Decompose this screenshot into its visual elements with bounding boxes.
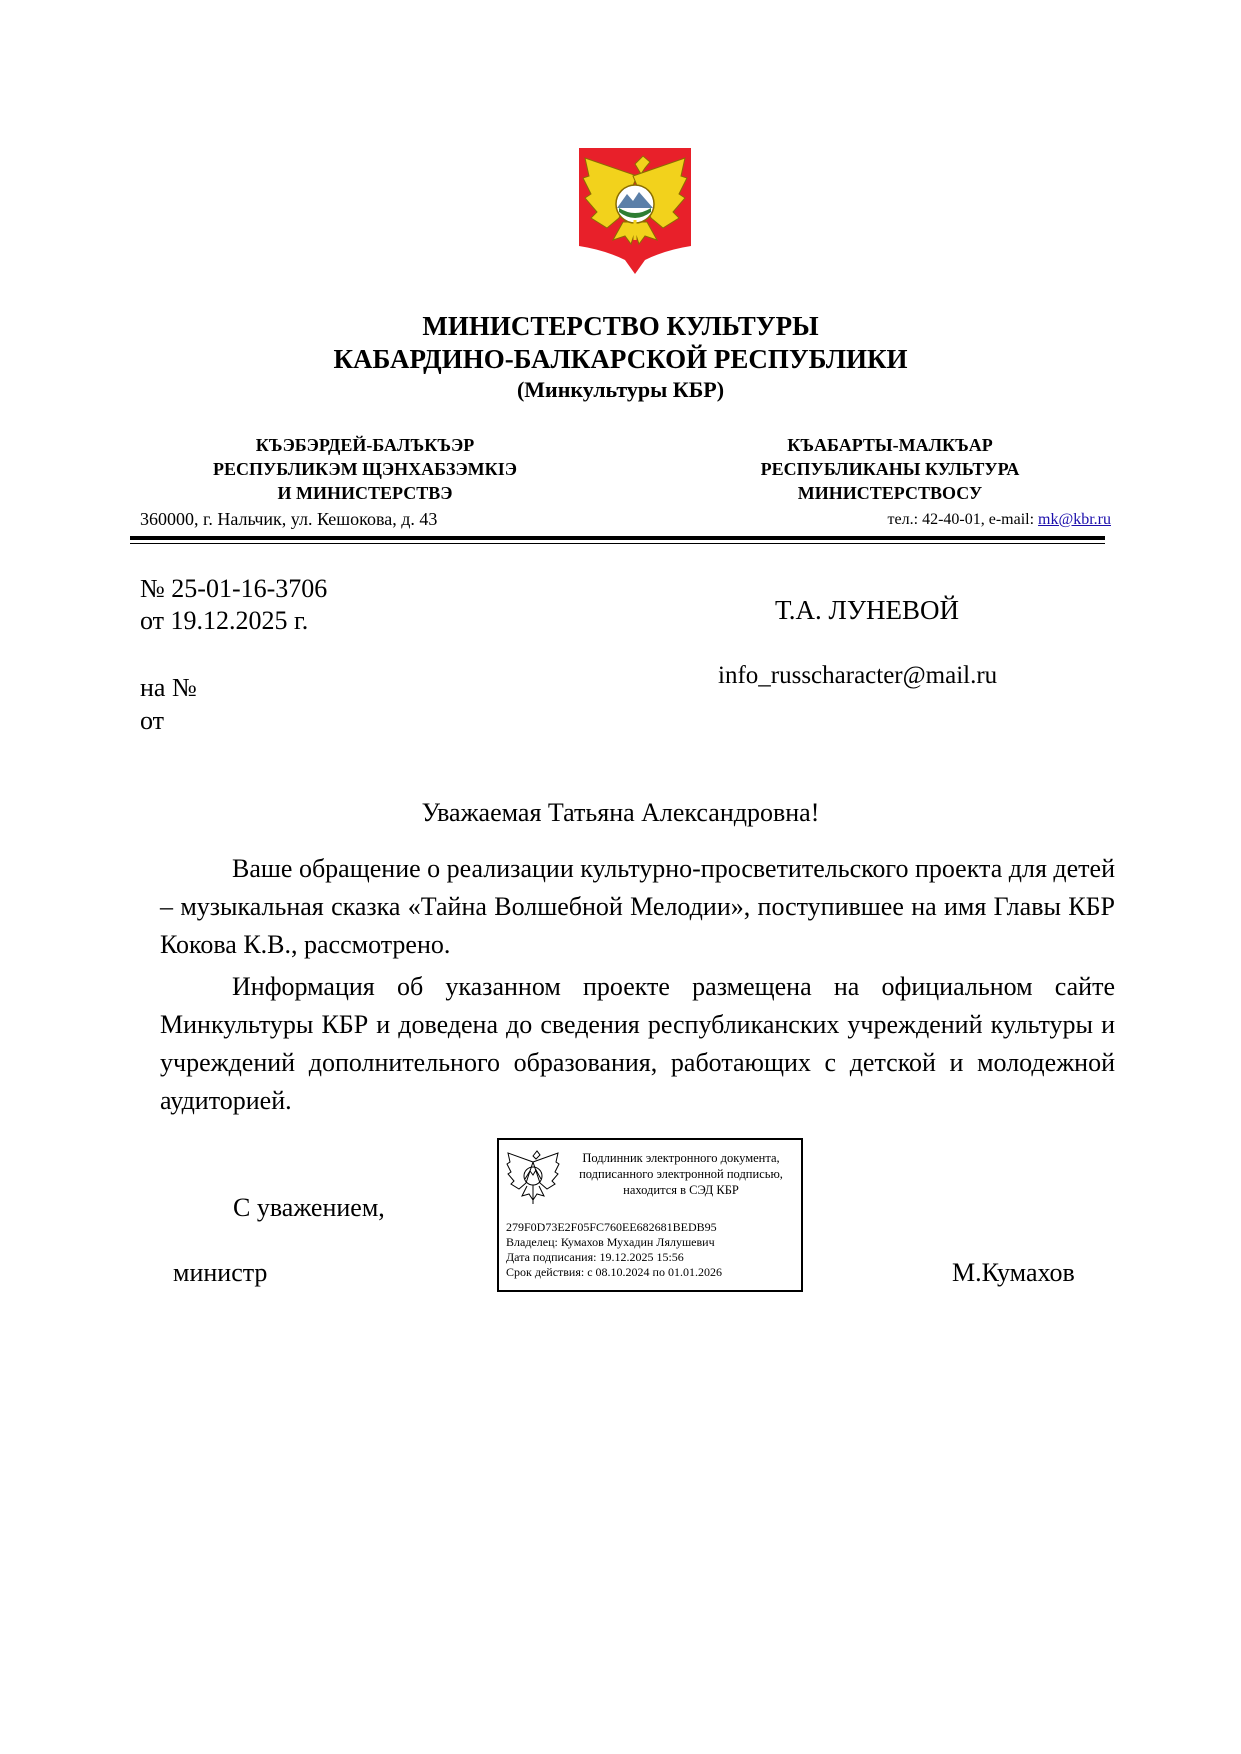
contact-email-link[interactable]: mk@kbr.ru [1038, 511, 1111, 528]
outgoing-date: от 19.12.2025 г. [140, 606, 309, 635]
body-paragraph: Информация об указанном проекте размещена на официальном сайте Минкультуры КБР и доведена до сведения республиканских учреждений культуры и учреждений дополнительного образования, работающих с детской и молодежной аудиторией. [160, 972, 1115, 1115]
ministry-short-name: (Минкультуры КБР) [516, 377, 725, 402]
electronic-signature-stamp [497, 1138, 803, 1292]
outgoing-number: № 25-01-16-3706 [140, 574, 328, 603]
coat-of-arms-icon [575, 146, 695, 276]
ministry-address: 360000, г. Нальчик, ул. Кешокова, д. 43 [140, 509, 438, 529]
contact-phone: тел.: 42-40-01, e-mail: [887, 511, 1039, 528]
recipient-email: info_russcharacter@mail.ru [718, 662, 998, 689]
ministry-subtitle: КАБАРДИНО-БАЛКАРСКОЙ РЕСПУБЛИКИ [333, 344, 908, 374]
signer-position: министр [173, 1258, 268, 1287]
signing-date: Дата подписания: 19.12.2025 15:56 [506, 1250, 684, 1264]
closing-phrase: С уважением, [233, 1193, 385, 1222]
signer-name: М.Кумахов [952, 1258, 1075, 1287]
reply-number-label: на № [140, 673, 197, 702]
header-divider [130, 536, 1105, 540]
balkar-ministry-name: КЪАБАРТЫ-МАЛКЪАР РЕСПУБЛИКАНЫ КУЛЬТУРА МИНИСТЕРСТВОСУ [760, 435, 1020, 503]
kabardian-ministry-name: КЪЭБЭРДЕЙ-БАЛЪКЪЭР РЕСПУБЛИКЭМ ЩЭНХАБЗЭМКIЭ И МИНИСТЕРСТВЭ [213, 435, 517, 503]
stamp-details [506, 1220, 722, 1280]
ministry-contacts [888, 511, 1111, 529]
stamp-emblem-icon [505, 1148, 561, 1210]
stamp-title: Подлинник электронного документа, подписанного электронной подписью, находится в СЭД КБР [579, 1151, 783, 1197]
header-divider-thin [130, 543, 1105, 544]
ministry-title: МИНИСТЕРСТВО КУЛЬТУРЫ [422, 311, 819, 341]
certificate-validity: Срок действия: с 08.10.2024 по 01.01.2026 [506, 1265, 722, 1279]
reply-date-label: от [140, 706, 165, 735]
salutation: Уважаемая Татьяна Александровна! [421, 798, 820, 827]
body-paragraph: Ваше обращение о реализации культурно-просветительского проекта для детей – музыкальная сказка «Тайна Волшебной Мелодии», поступившее на имя Главы КБР Кокова К.В., рассмотрено. [160, 854, 1115, 959]
certificate-owner: Владелец: Кумахов Мухадин Лялушевич [506, 1235, 715, 1249]
certificate-serial: 279F0D73E2F05FC760EE682681BEDB95 [506, 1220, 717, 1234]
recipient-name: Т.А. ЛУНЕВОЙ [775, 595, 959, 625]
